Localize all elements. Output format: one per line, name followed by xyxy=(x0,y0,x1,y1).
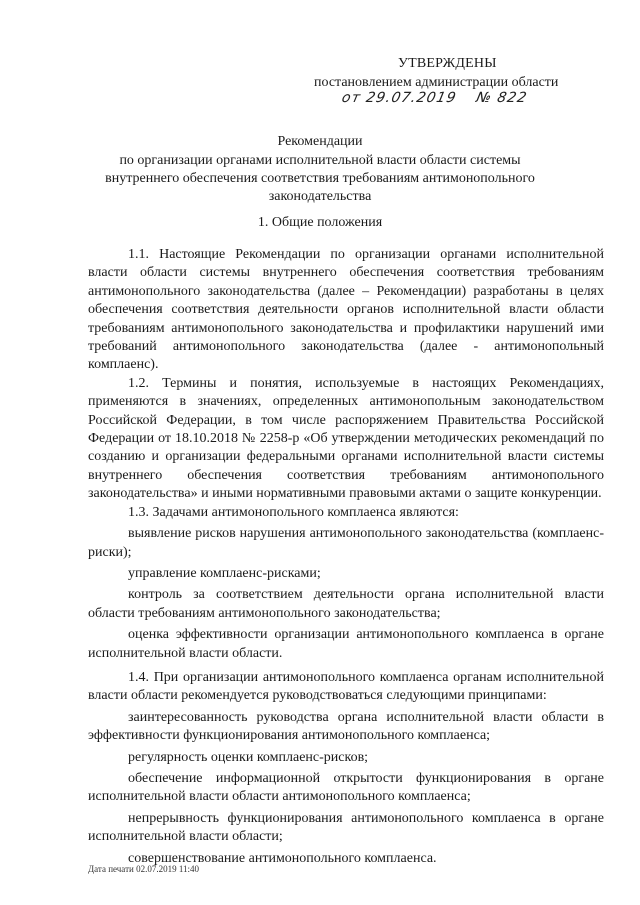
paragraph: 1.1. Настоящие Рекомендации по организации органами исполнительной власти области системы внутреннего обеспечения соответствия требованиям антимонопольного законодательства (далее – Рекомендации) разработаны в целях обеспечения соответствия деятельности органов исполнительной власти области требованиям антимонопольного законодательства и профилактики нарушений ими требований антимонопольного законодательства (далее - антимонопольный комплаенс). xyxy=(88,247,604,373)
approval-decree: постановлением администрации области xyxy=(314,75,559,90)
title-heading: Рекомендации xyxy=(277,134,363,149)
list-item: управление комплаенс-рисками; xyxy=(128,565,321,581)
list-item: оценка эффективности организации антимонопольного комплаенса в органе исполнительной власти области. xyxy=(88,627,604,661)
list-item: совершенствование антимонопольного комплаенса. xyxy=(128,850,437,866)
section-title: 1. Общие положения xyxy=(257,215,383,230)
paragraph: 1.3. Задачами антимонопольного комплаенса являются: xyxy=(128,504,459,520)
list-item: выявление рисков нарушения антимонопольного законодательства (комплаенс-риски); xyxy=(88,526,604,560)
list-item: заинтересованность руководства органа исполнительной власти области в эффективности функционирования антимонопольного комплаенса; xyxy=(88,709,604,744)
list-item: контроль за соответствием деятельности органа исполнительной власти области требованиям антимонопольного законодательства; xyxy=(88,587,604,621)
paragraph: 1.4. При организации антимонопольного комплаенса органам исполнительной власти области рекомендуется руководствоваться следующими принципами: xyxy=(88,669,604,704)
document-title xyxy=(80,133,560,206)
paragraph: 1.2. Термины и понятия, используемые в настоящих Рекомендациях, применяются в значениях, определенных антимонопольным законодательством Российской Федерации, в том числе распоряжением Правительства Российской Федерации от 18.10.2018 № 2258-р «Об утверждении методических рекомендаций по созданию и организации федеральными органами исполнительной власти системы внутреннего обеспечения соответствия требованиям антимонопольного законодательства» и иными нормативными правовыми актами о защите конкуренции. xyxy=(88,375,604,502)
print-date-footer: Дата печати 02.07.2019 11:40 xyxy=(88,864,199,874)
handwritten-number: № 822 xyxy=(474,90,529,106)
list-item: обеспечение информационной открытости функционирования в органе исполнительной власти области антимонопольного комплаенса; xyxy=(88,770,604,805)
title-line: по организации органами исполнительной власти области системы xyxy=(119,153,521,168)
title-line: внутреннего обеспечения соответствия требованиям антимонопольного xyxy=(105,171,535,186)
handwritten-date: от 29.07.2019 xyxy=(340,90,459,106)
handwritten-date-number xyxy=(340,90,528,106)
approval-stamp xyxy=(0,0,640,120)
title-line: законодательства xyxy=(268,189,372,204)
list-item: непрерывность функционирования антимонопольного комплаенса в органе исполнительной власти области; xyxy=(88,810,604,845)
approval-title: УТВЕРЖДЕНЫ xyxy=(398,56,497,71)
document-body xyxy=(88,246,604,868)
list-item: регулярность оценки комплаенс-рисков; xyxy=(128,749,369,765)
